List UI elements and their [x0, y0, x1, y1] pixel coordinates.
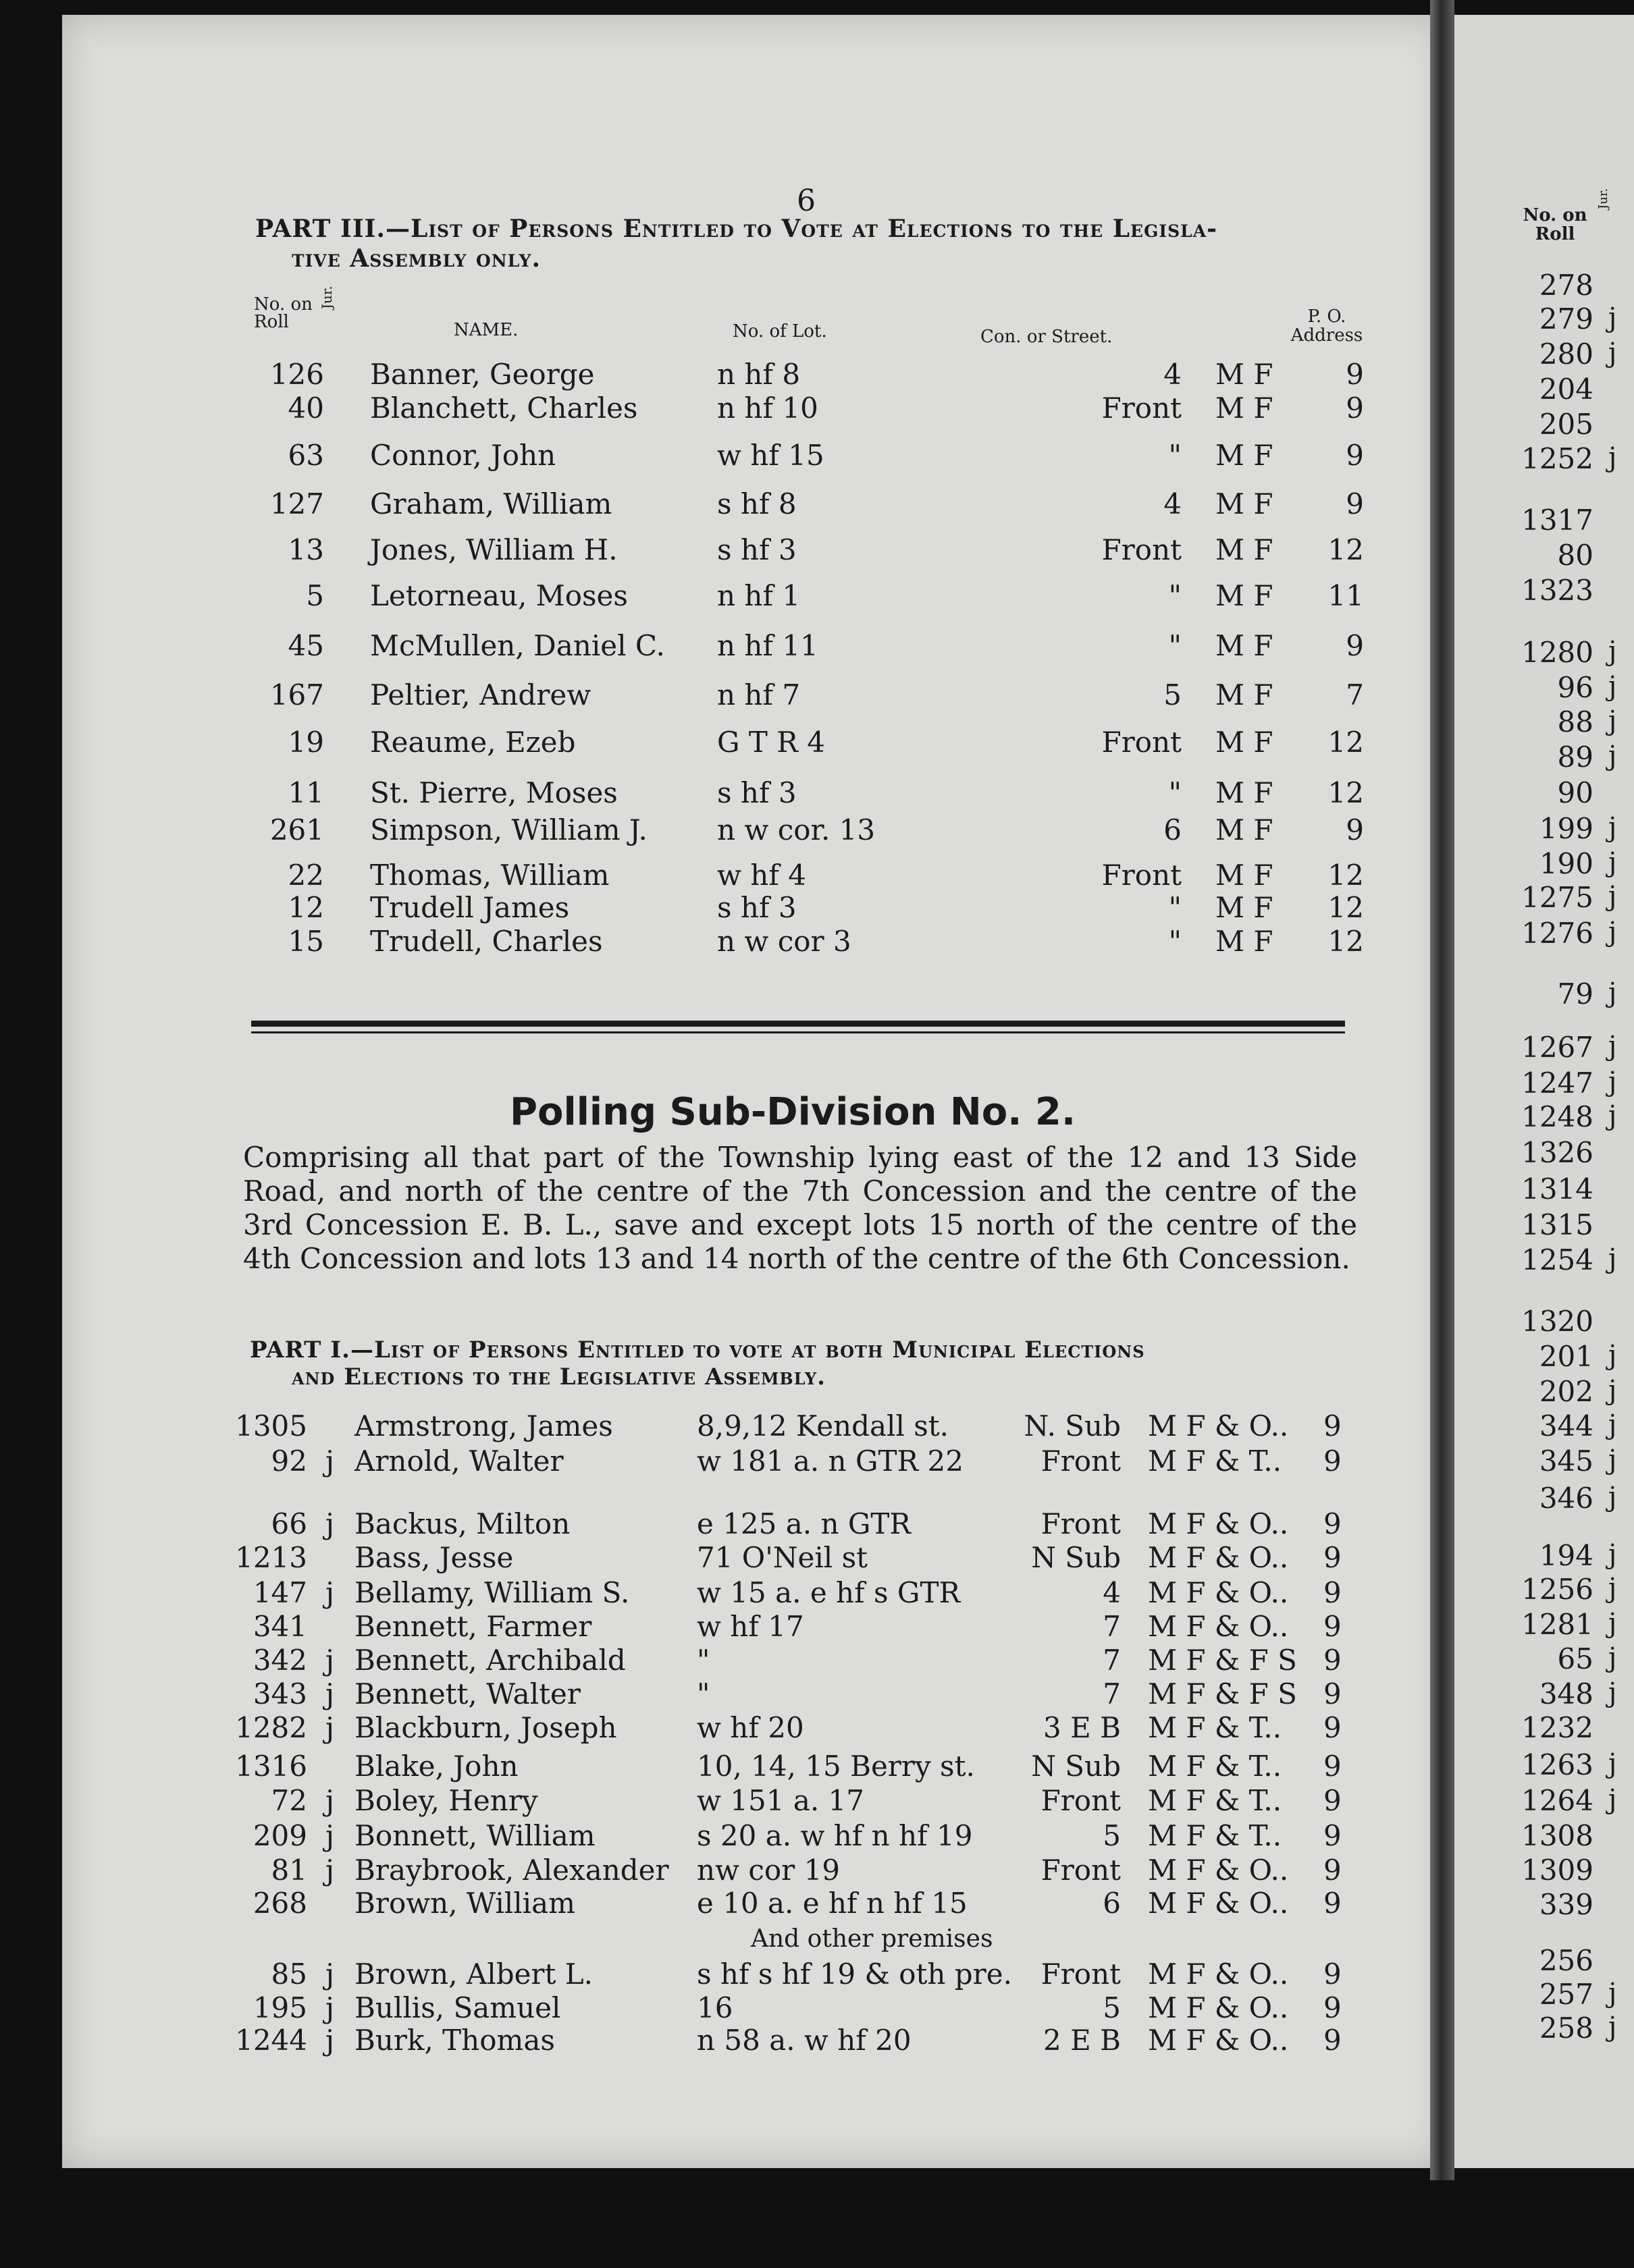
- qualification: M F: [1215, 579, 1273, 612]
- juror-mark: j: [325, 1854, 335, 1887]
- voter-name: Reaume, Ezeb: [370, 726, 576, 759]
- lot-number: s hf 3: [717, 776, 797, 809]
- next-page-roll-number: 1317: [1521, 504, 1593, 537]
- qualification: M F & T..: [1148, 1444, 1282, 1478]
- lot-number: G T R 4: [717, 726, 825, 759]
- next-page-roll-number: 80: [1557, 539, 1593, 572]
- concession: ": [1168, 776, 1182, 809]
- next-page-roll-number: 1263: [1521, 1748, 1593, 1781]
- next-page-roll-number: 96: [1557, 671, 1593, 704]
- juror-mark: j: [325, 1819, 335, 1852]
- next-page-juror-mark: j: [1608, 1642, 1617, 1673]
- next-page-juror-mark: j: [1608, 1375, 1617, 1406]
- next-page-roll-number: 1315: [1521, 1208, 1593, 1241]
- next-page-juror-mark: j: [1608, 881, 1617, 912]
- po-address: 9: [1346, 813, 1364, 846]
- next-page-roll-number: 1276: [1521, 917, 1593, 950]
- lot-number: n hf 7: [717, 678, 801, 711]
- next-page-roll-number: 1275: [1521, 881, 1593, 914]
- next-page-roll-number: 1280: [1521, 636, 1593, 669]
- qualification: M F & O..: [1148, 1576, 1289, 1609]
- col-name: NAME.: [454, 320, 519, 340]
- description-text: Comprising all that part of the Township lying east of the 12 and 13 Side Road, and north of the centre of the 7th Concession and the centre of the 3rd Concession E. B. L., save and except lots 15 north of the centre of the 4th Concession and lots 13 and 14 north of the centre of the 6th Concession.: [243, 1141, 1357, 1275]
- next-page-juror-mark: j: [1608, 1539, 1617, 1570]
- next-page-roll-number: 257: [1539, 1978, 1593, 2011]
- concession: 5: [1103, 1819, 1121, 1852]
- lot-number: s hf 3: [717, 533, 797, 566]
- lot-number: s 20 a. w hf n hf 19: [697, 1819, 973, 1852]
- voter-name: Braybrook, Alexander: [354, 1854, 669, 1887]
- next-page-juror-mark: j: [1608, 917, 1617, 948]
- next-page-roll-number: 344: [1539, 1409, 1593, 1442]
- juror-mark: j: [325, 1507, 335, 1540]
- roll-number: 343: [253, 1677, 307, 1710]
- roll-number: 1213: [235, 1541, 307, 1574]
- lot-number: 71 O'Neil st: [697, 1541, 868, 1574]
- lot-number: n hf 11: [717, 629, 818, 662]
- concession: 3 E B: [1043, 1711, 1121, 1744]
- qualification: M F & O..: [1148, 2024, 1289, 2057]
- lot-number: n w cor 3: [717, 925, 851, 958]
- col-con: Con. or Street.: [980, 327, 1113, 347]
- concession: 4: [1103, 1576, 1121, 1609]
- col-jur: Jur.: [319, 286, 335, 309]
- voter-name: Bellamy, William S.: [354, 1576, 630, 1609]
- next-page-juror-mark: j: [1608, 847, 1617, 878]
- roll-number: 209: [253, 1819, 307, 1852]
- juror-mark: j: [325, 1991, 335, 2024]
- concession: Front: [1040, 1854, 1121, 1887]
- qualification: M F: [1215, 726, 1273, 759]
- lot-number: w 15 a. e hf s GTR: [697, 1576, 961, 1609]
- concession: Front: [1101, 726, 1182, 759]
- subdivision-description: [243, 1141, 1357, 1276]
- po-address: 9: [1323, 1711, 1342, 1744]
- next-page-juror-mark: j: [1608, 442, 1617, 473]
- po-address: 9: [1323, 1677, 1342, 1710]
- voter-name: Jones, William H.: [370, 533, 618, 566]
- concession: 6: [1163, 813, 1182, 846]
- voter-name: St. Pierre, Moses: [370, 776, 618, 809]
- lot-number: w hf 20: [697, 1711, 804, 1744]
- next-page-juror-mark: j: [1608, 812, 1617, 843]
- concession: Front: [1040, 1444, 1121, 1478]
- qualification: M F & T..: [1148, 1711, 1282, 1744]
- next-page-roll-number: 1256: [1521, 1573, 1593, 1606]
- next-page-col-jur: Jur.: [1596, 188, 1610, 209]
- next-page-roll-number: 1309: [1521, 1854, 1593, 1887]
- po-address: 11: [1327, 579, 1364, 612]
- po-address: 12: [1327, 776, 1364, 809]
- lot-number: ": [697, 1677, 710, 1710]
- po-address: 9: [1323, 1750, 1342, 1783]
- lot-number: n w cor. 13: [717, 813, 876, 846]
- next-page-roll-number: 345: [1539, 1444, 1593, 1478]
- qualification: M F: [1215, 487, 1273, 520]
- next-page-juror-mark: j: [1608, 1748, 1617, 1779]
- next-page-juror-mark: j: [1608, 1409, 1617, 1440]
- po-address: 9: [1346, 487, 1364, 520]
- next-page-roll-number: 346: [1539, 1482, 1593, 1515]
- po-address: 9: [1323, 1854, 1342, 1887]
- next-page-juror-mark: j: [1608, 1444, 1617, 1476]
- voter-name: Blackburn, Joseph: [354, 1711, 617, 1744]
- next-page-roll-number: 339: [1539, 1888, 1593, 1921]
- lot-number: w 181 a. n GTR 22: [697, 1444, 964, 1478]
- next-page-juror-mark: j: [1608, 1784, 1617, 1815]
- col-no-on-roll: No. on Roll: [254, 294, 313, 332]
- roll-number: 261: [269, 813, 324, 846]
- roll-number: 268: [253, 1887, 307, 1920]
- roll-number: 85: [271, 1958, 307, 1991]
- voter-name: Peltier, Andrew: [370, 678, 591, 711]
- next-page-roll-number: 280: [1539, 338, 1593, 371]
- page-gutter: [1430, 0, 1454, 2180]
- concession: 7: [1103, 1644, 1121, 1677]
- qualification: M F & O..: [1148, 1409, 1289, 1442]
- concession: 5: [1163, 678, 1182, 711]
- lot-number: n 58 a. w hf 20: [697, 2024, 912, 2057]
- juror-mark: j: [325, 1576, 335, 1609]
- po-address: 9: [1323, 1784, 1342, 1817]
- next-page-juror-mark: j: [1608, 1243, 1617, 1274]
- po-address: 9: [1323, 1507, 1342, 1540]
- qualification: M F & O..: [1148, 1507, 1289, 1540]
- po-address: 9: [1323, 1541, 1342, 1574]
- qualification: M F & O..: [1148, 1610, 1289, 1643]
- part3-heading-cont: tive Assembly only.: [292, 244, 541, 273]
- qualification: M F: [1215, 629, 1273, 662]
- next-page-roll-number: 199: [1539, 812, 1593, 845]
- qualification: M F & O..: [1148, 1541, 1289, 1574]
- voter-name: Bullis, Samuel: [354, 1991, 561, 2024]
- next-page-juror-mark: j: [1608, 977, 1617, 1008]
- col-lot: No. of Lot.: [733, 321, 827, 342]
- concession: ": [1168, 579, 1182, 612]
- roll-number: 342: [253, 1644, 307, 1677]
- next-page-juror-mark: j: [1608, 1978, 1617, 2009]
- next-page-roll-number: 194: [1539, 1539, 1593, 1572]
- juror-mark: j: [325, 1677, 335, 1710]
- concession: Front: [1101, 533, 1182, 566]
- part3-heading: PART III.—List of Persons Entitled to Vote at Elections to the Legisla-: [255, 215, 1218, 243]
- po-address: 9: [1346, 358, 1364, 391]
- concession: ": [1168, 891, 1182, 924]
- qualification: M F: [1215, 859, 1273, 892]
- lot-number: 16: [697, 1991, 733, 2024]
- next-page-roll-number: 88: [1557, 705, 1593, 738]
- roll-number: 11: [288, 776, 324, 809]
- next-page-roll-number: 1326: [1521, 1136, 1593, 1169]
- voter-name: Bass, Jesse: [354, 1541, 514, 1574]
- concession: 7: [1103, 1677, 1121, 1710]
- concession: Front: [1101, 392, 1182, 425]
- roll-number: 1282: [235, 1711, 307, 1744]
- po-address: 12: [1327, 533, 1364, 566]
- concession: 4: [1163, 358, 1182, 391]
- po-address: 9: [1323, 1576, 1342, 1609]
- juror-mark: j: [325, 1711, 335, 1744]
- next-page-roll-number: 1252: [1521, 442, 1593, 475]
- po-address: 12: [1327, 726, 1364, 759]
- voter-name: Graham, William: [370, 487, 612, 520]
- po-address: 12: [1327, 891, 1364, 924]
- concession: 6: [1103, 1887, 1121, 1920]
- po-address: 9: [1323, 1409, 1342, 1442]
- roll-number: 63: [288, 439, 324, 472]
- next-page-roll-number: 90: [1557, 776, 1593, 809]
- voter-name: Bennett, Walter: [354, 1677, 581, 1710]
- part1-heading: PART I.—List of Persons Entitled to vote at both Municipal Elections: [250, 1336, 1145, 1364]
- next-page-juror-mark: j: [1608, 302, 1617, 333]
- next-page-juror-mark: j: [1608, 1340, 1617, 1371]
- juror-mark: j: [325, 1958, 335, 1991]
- next-page-roll-number: 278: [1539, 269, 1593, 302]
- concession: Front: [1101, 859, 1182, 892]
- roll-number: 72: [271, 1784, 307, 1817]
- lot-number: n hf 1: [717, 579, 801, 612]
- lot-number: ": [697, 1644, 710, 1677]
- section-rule-thin: [251, 1031, 1345, 1033]
- concession: ": [1168, 439, 1182, 472]
- roll-number: 66: [271, 1507, 307, 1540]
- concession: ": [1168, 629, 1182, 662]
- voter-name: Boley, Henry: [354, 1784, 538, 1817]
- concession: N Sub: [1031, 1750, 1121, 1783]
- voter-name: McMullen, Daniel C.: [370, 629, 665, 662]
- concession: N Sub: [1031, 1541, 1121, 1574]
- next-page-roll-number: 1308: [1521, 1819, 1593, 1852]
- roll-number: 127: [269, 487, 324, 520]
- roll-number: 12: [288, 891, 324, 924]
- concession: 5: [1103, 1991, 1121, 2024]
- qualification: M F: [1215, 813, 1273, 846]
- roll-number: 1305: [235, 1409, 307, 1442]
- page-number: 6: [797, 184, 816, 218]
- next-page-juror-mark: j: [1608, 1677, 1617, 1708]
- juror-mark: j: [325, 2024, 335, 2057]
- po-address: 9: [1323, 2024, 1342, 2057]
- qualification: M F & T..: [1148, 1750, 1282, 1783]
- lot-number: s hf 3: [717, 891, 797, 924]
- roll-number: 19: [288, 726, 324, 759]
- qualification: M F & F S: [1148, 1644, 1297, 1677]
- next-page-juror-mark: j: [1608, 338, 1617, 369]
- next-page-roll-number: 1267: [1521, 1031, 1593, 1064]
- po-address: 9: [1323, 1444, 1342, 1478]
- next-page-juror-mark: j: [1608, 705, 1617, 736]
- next-page-roll-number: 279: [1539, 302, 1593, 335]
- next-page-juror-mark: j: [1608, 740, 1617, 772]
- next-page-roll-number: 1264: [1521, 1784, 1593, 1817]
- next-page-roll-number: 1314: [1521, 1172, 1593, 1206]
- po-address: 12: [1327, 925, 1364, 958]
- section-rule: [251, 1021, 1345, 1027]
- juror-mark: j: [325, 1644, 335, 1677]
- concession: 7: [1103, 1610, 1121, 1643]
- voter-name: Brown, William: [354, 1887, 575, 1920]
- po-address: 9: [1323, 1610, 1342, 1643]
- concession: ": [1168, 925, 1182, 958]
- roll-number: 195: [253, 1991, 307, 2024]
- roll-number: 341: [253, 1610, 307, 1643]
- roll-number: 126: [269, 358, 324, 391]
- qualification: M F & O..: [1148, 1887, 1289, 1920]
- roll-number: 81: [271, 1854, 307, 1887]
- next-page-roll-number: 204: [1539, 373, 1593, 406]
- lot-number: nw cor 19: [697, 1854, 841, 1887]
- next-page-roll-number: 205: [1539, 408, 1593, 441]
- roll-number: 167: [269, 678, 324, 711]
- voter-name: Simpson, William J.: [370, 813, 648, 846]
- lot-number: 10, 14, 15 Berry st.: [697, 1750, 975, 1783]
- po-address: 9: [1323, 1991, 1342, 2024]
- qualification: M F: [1215, 439, 1273, 472]
- po-address: 7: [1346, 678, 1364, 711]
- col-po: P. O. Address: [1290, 306, 1363, 346]
- lot-number: n hf 8: [717, 358, 801, 391]
- next-page-roll-number: 202: [1539, 1375, 1593, 1408]
- voter-name: Bennett, Archibald: [354, 1644, 626, 1677]
- roll-number: 15: [288, 925, 324, 958]
- qualification: M F & F S: [1148, 1677, 1297, 1710]
- po-address: 9: [1346, 392, 1364, 425]
- part1-heading-cont: and Elections to the Legislative Assembly.: [292, 1364, 826, 1390]
- roll-number: 1244: [235, 2024, 307, 2057]
- voter-name: Brown, Albert L.: [354, 1958, 593, 1991]
- qualification: M F: [1215, 533, 1273, 566]
- voter-name: Letorneau, Moses: [370, 579, 628, 612]
- lot-number: 8,9,12 Kendall st.: [697, 1409, 949, 1442]
- lot-number: n hf 10: [717, 392, 818, 425]
- roll-number: 40: [288, 392, 324, 425]
- qualification: M F: [1215, 891, 1273, 924]
- qualification: M F & O..: [1148, 1958, 1289, 1991]
- qualification: M F & T..: [1148, 1819, 1282, 1852]
- voter-name: Trudell James: [370, 891, 570, 924]
- voter-name: Arnold, Walter: [354, 1444, 564, 1478]
- roll-number: 45: [288, 629, 324, 662]
- next-page-roll-number: 1232: [1521, 1711, 1593, 1744]
- voter-name: Thomas, William: [370, 859, 610, 892]
- qualification: M F & O..: [1148, 1854, 1289, 1887]
- qualification: M F & T..: [1148, 1784, 1282, 1817]
- roll-number: 1316: [235, 1750, 307, 1783]
- next-page-roll-number: 89: [1557, 740, 1593, 774]
- po-address: 9: [1323, 1958, 1342, 1991]
- qualification: M F: [1215, 678, 1273, 711]
- next-page-roll-number: 79: [1557, 977, 1593, 1010]
- next-page-roll-number: 190: [1539, 847, 1593, 880]
- voter-name: Bennett, Farmer: [354, 1610, 592, 1643]
- qualification: M F: [1215, 776, 1273, 809]
- juror-mark: j: [325, 1784, 335, 1817]
- next-page-juror-mark: j: [1608, 2012, 1617, 2043]
- roll-number: 13: [288, 533, 324, 566]
- next-page-roll-number: 1254: [1521, 1243, 1593, 1276]
- next-page-juror-mark: j: [1608, 1100, 1617, 1131]
- lot-number: e 125 a. n GTR: [697, 1507, 912, 1540]
- next-page-col-roll: No. on Roll: [1523, 205, 1587, 244]
- other-premises-note: And other premises: [751, 1925, 993, 1953]
- next-page-juror-mark: j: [1608, 671, 1617, 702]
- next-page-roll-number: 1320: [1521, 1305, 1593, 1338]
- voter-name: Bonnett, William: [354, 1819, 596, 1852]
- next-page-roll-number: 348: [1539, 1677, 1593, 1710]
- next-page-juror-mark: j: [1608, 1031, 1617, 1062]
- roll-number: 147: [253, 1576, 307, 1609]
- lot-number: w hf 15: [717, 439, 824, 472]
- next-page-juror-mark: j: [1608, 1482, 1617, 1513]
- lot-number: s hf 8: [717, 487, 797, 520]
- concession: 2 E B: [1043, 2024, 1121, 2057]
- lot-number: w hf 17: [697, 1610, 804, 1643]
- voter-name: Connor, John: [370, 439, 556, 472]
- po-address: 9: [1323, 1887, 1342, 1920]
- qualification: M F: [1215, 925, 1273, 958]
- concession: 4: [1163, 487, 1182, 520]
- qualification: M F: [1215, 358, 1273, 391]
- next-page-juror-mark: j: [1608, 1573, 1617, 1604]
- po-address: 9: [1346, 439, 1364, 472]
- next-page-roll-number: 201: [1539, 1340, 1593, 1373]
- voter-name: Backus, Milton: [354, 1507, 571, 1540]
- voter-name: Blanchett, Charles: [370, 392, 638, 425]
- po-address: 12: [1327, 859, 1364, 892]
- lot-number: e 10 a. e hf n hf 15: [697, 1887, 968, 1920]
- voter-name: Armstrong, James: [354, 1409, 613, 1442]
- qualification: M F & O..: [1148, 1991, 1289, 2024]
- po-address: 9: [1323, 1644, 1342, 1677]
- concession: N. Sub: [1024, 1409, 1121, 1442]
- next-page-roll-number: 1281: [1521, 1608, 1593, 1641]
- concession: Front: [1040, 1784, 1121, 1817]
- next-page-juror-mark: j: [1608, 1066, 1617, 1098]
- next-page-roll-number: 1247: [1521, 1066, 1593, 1100]
- lot-number: w hf 4: [717, 859, 806, 892]
- voter-name: Trudell, Charles: [370, 925, 603, 958]
- lot-number: s hf s hf 19 & oth pre.: [697, 1958, 1012, 1991]
- po-address: 9: [1346, 629, 1364, 662]
- juror-mark: j: [325, 1444, 335, 1478]
- next-page-roll-number: 256: [1539, 1944, 1593, 1977]
- next-page-juror-mark: j: [1608, 1608, 1617, 1639]
- concession: Front: [1040, 1958, 1121, 1991]
- lot-number: w 151 a. 17: [697, 1784, 865, 1817]
- voter-name: Blake, John: [354, 1750, 519, 1783]
- roll-number: 22: [288, 859, 324, 892]
- next-page-roll-number: 1323: [1521, 574, 1593, 607]
- next-page-roll-number: 1248: [1521, 1100, 1593, 1133]
- voter-name: Burk, Thomas: [354, 2024, 555, 2057]
- next-page-roll-number: 65: [1557, 1642, 1593, 1675]
- next-page-roll-number: 258: [1539, 2012, 1593, 2045]
- qualification: M F: [1215, 392, 1273, 425]
- concession: Front: [1040, 1507, 1121, 1540]
- subdivision-title: Polling Sub-Division No. 2.: [510, 1090, 1076, 1134]
- next-page-juror-mark: j: [1608, 636, 1617, 667]
- voter-name: Banner, George: [370, 358, 595, 391]
- po-address: 9: [1323, 1819, 1342, 1852]
- roll-number: 92: [271, 1444, 307, 1478]
- roll-number: 5: [306, 579, 324, 612]
